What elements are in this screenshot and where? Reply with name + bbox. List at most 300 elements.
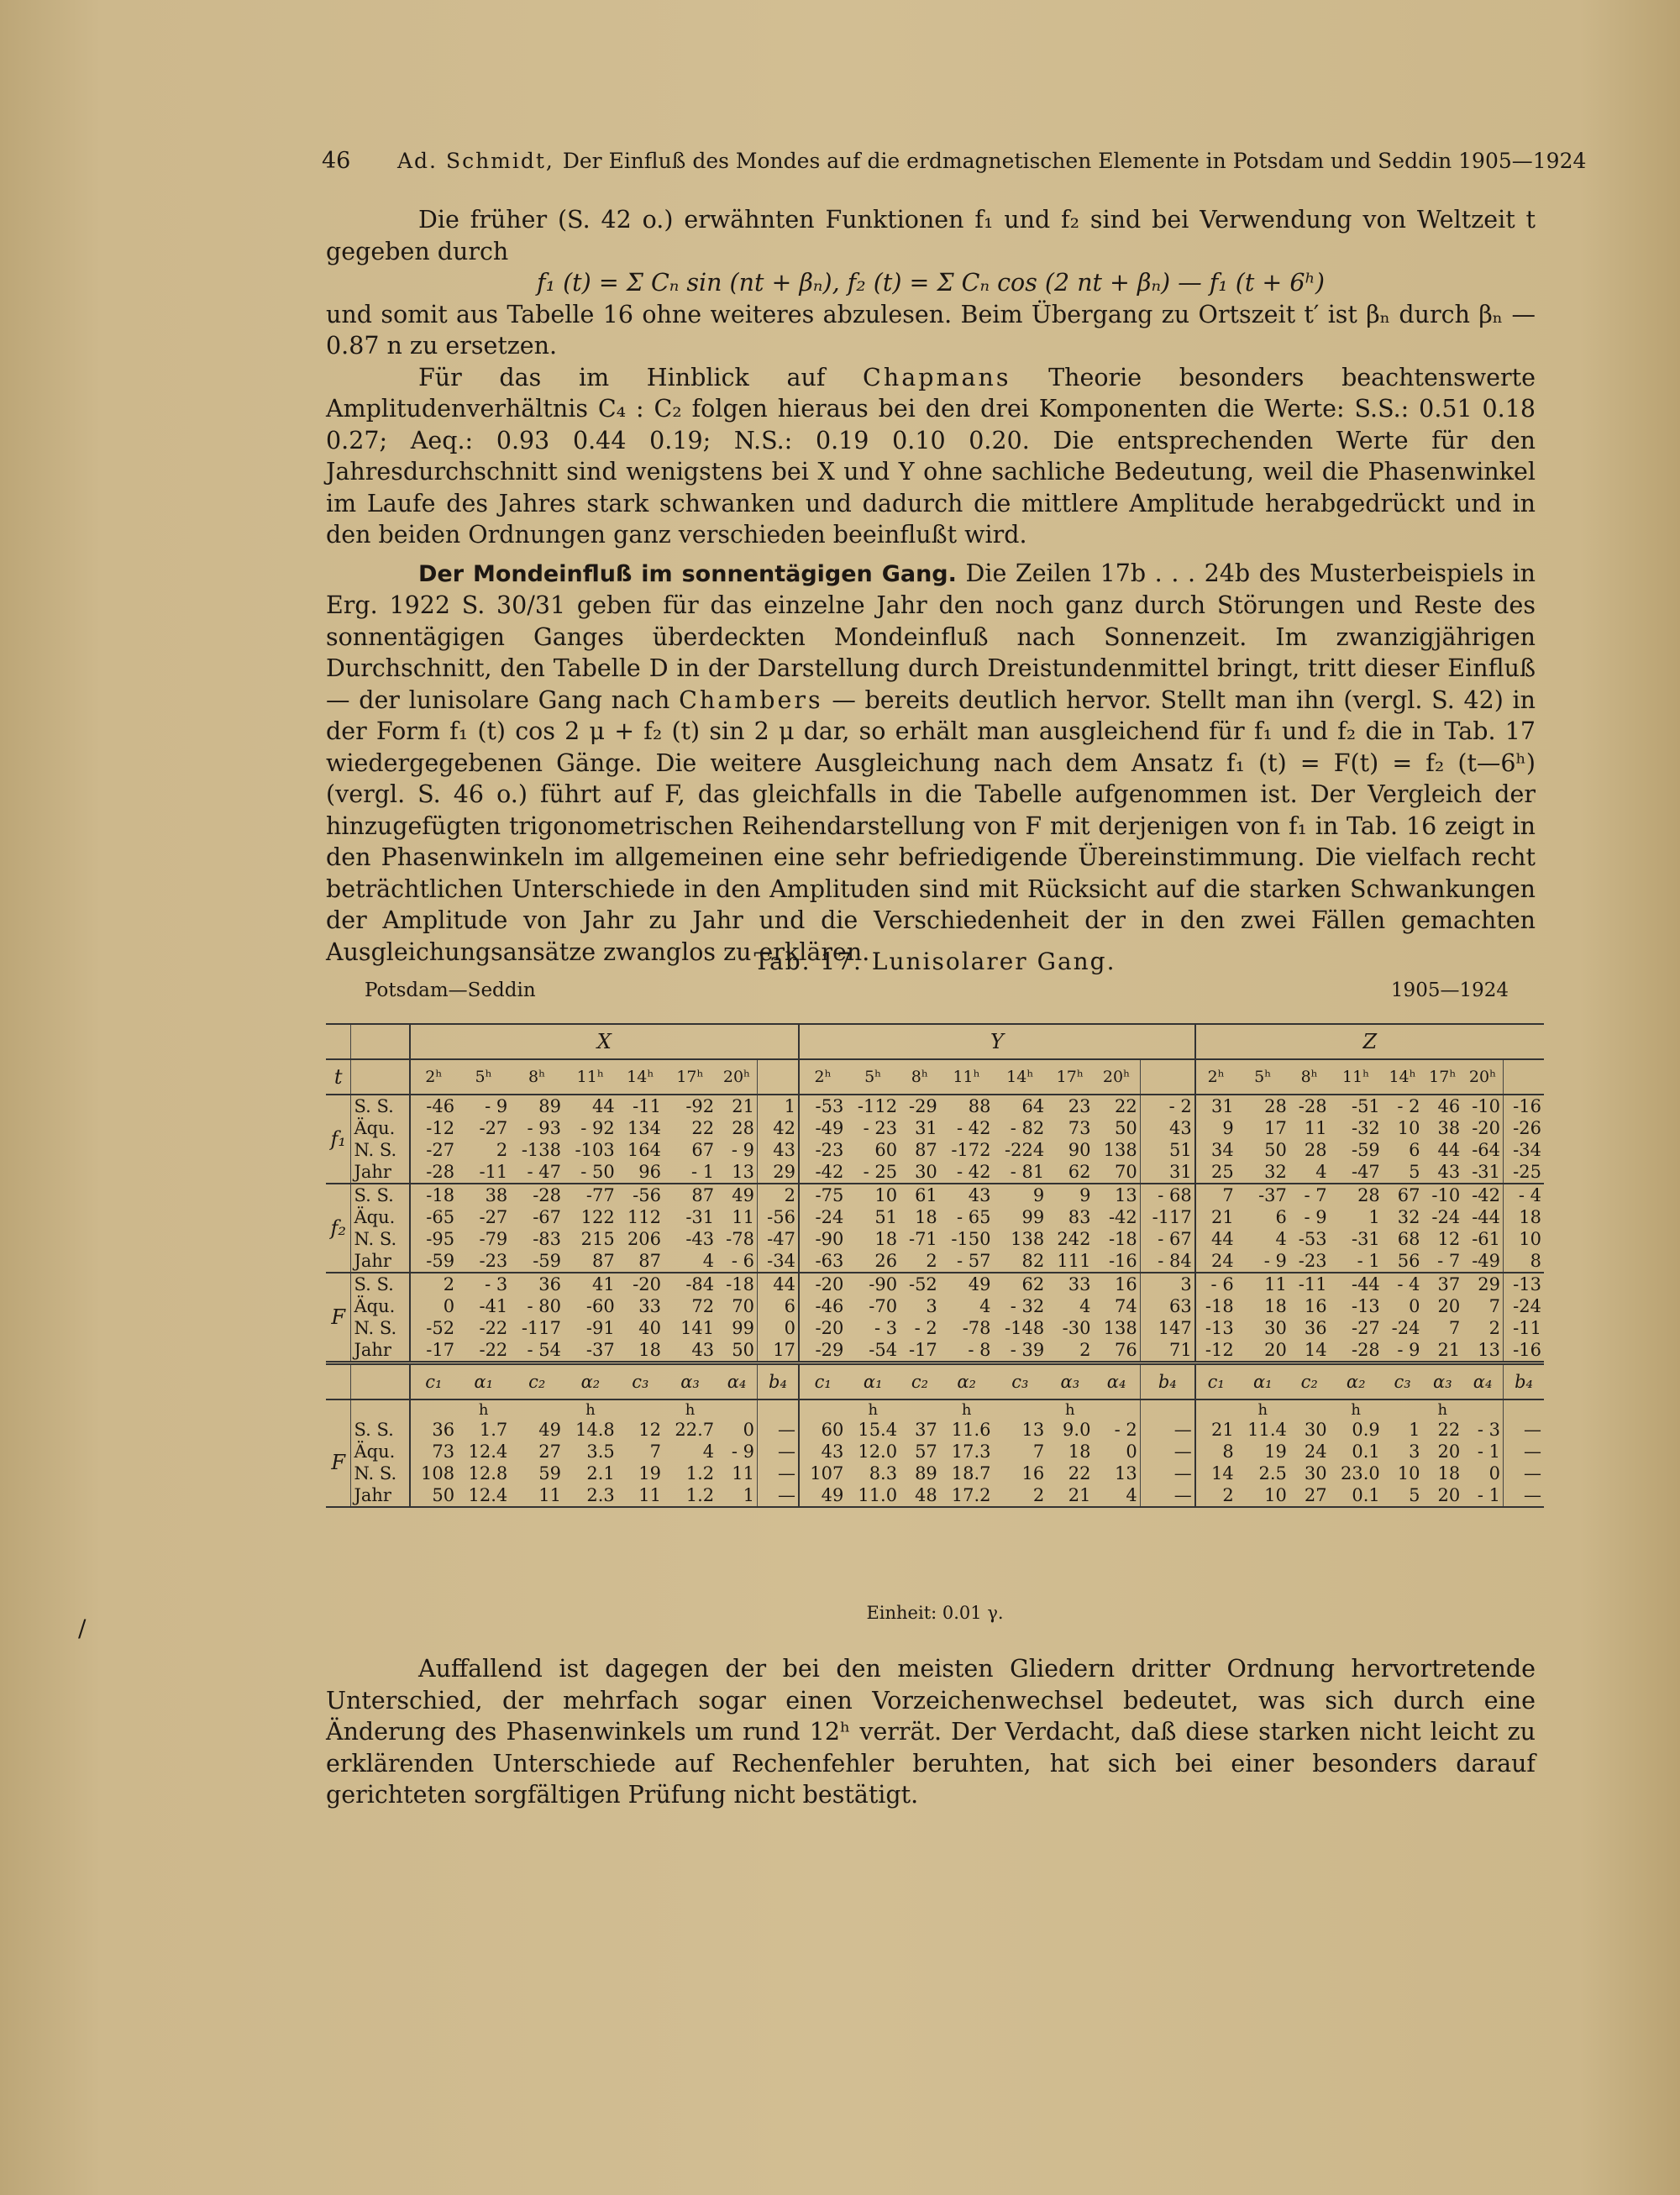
value-cell: - 32: [1010, 1296, 1045, 1316]
coef-cell: 15.4: [858, 1420, 898, 1440]
value-cell: - 9: [1304, 1207, 1327, 1227]
coef-cell: 21: [1195, 1419, 1236, 1441]
value-cell: -16: [1504, 1095, 1544, 1117]
unit-cell: h: [478, 1400, 489, 1419]
value-cell: -84: [685, 1274, 715, 1294]
table-row: [326, 1184, 1544, 1206]
value-cell: -18: [726, 1274, 754, 1294]
value-cell: -17: [900, 1339, 940, 1363]
coef-cell: 11.6: [951, 1420, 991, 1440]
value-cell: -26: [1504, 1117, 1544, 1139]
value-cell: -11: [1504, 1317, 1544, 1339]
value-cell: 30: [1264, 1318, 1287, 1338]
value-cell: 44: [757, 1273, 799, 1295]
coef-cell: 0.1: [1330, 1484, 1383, 1507]
coef-header: b₄: [1140, 1363, 1195, 1400]
row-label: S. S.: [351, 1273, 410, 1295]
coef-header: α₂: [1330, 1363, 1383, 1400]
value-cell: -30: [1062, 1318, 1091, 1338]
value-cell: 43: [968, 1185, 991, 1205]
value-cell: -41: [479, 1296, 508, 1316]
value-cell: 31: [915, 1118, 937, 1138]
row-label: S. S.: [351, 1419, 410, 1441]
value-cell: 51: [874, 1207, 898, 1227]
value-cell: 44: [592, 1096, 615, 1116]
value-cell: -29: [799, 1339, 846, 1363]
unit-cell: [1195, 1399, 1236, 1419]
coef-header: c₁: [410, 1363, 457, 1400]
unit-cell: h: [961, 1400, 972, 1419]
coef-cell: 3.5: [586, 1441, 615, 1462]
coef-header: α₁: [846, 1363, 900, 1400]
value-cell: -13: [1195, 1317, 1236, 1339]
value-cell: -25: [1504, 1161, 1544, 1184]
value-cell: 43: [664, 1339, 717, 1363]
formula-1: f₁ (t) = Σ Cₙ sin (nt + βₙ), f₂ (t) = Σ Cₙ cos (2 nt + βₙ) — f₁ (t + 6ʰ): [537, 269, 1325, 297]
value-cell: 56: [1383, 1250, 1423, 1273]
coef-header: c₃: [617, 1363, 664, 1400]
coef-cell: 7: [1032, 1441, 1045, 1462]
coef-header: α₁: [1236, 1363, 1289, 1400]
coef-header: α₄: [1462, 1363, 1503, 1400]
value-cell: -29: [908, 1096, 937, 1116]
hour-header: 17ʰ: [664, 1059, 717, 1095]
hour-header: 8ʰ: [1289, 1059, 1330, 1095]
value-cell: -31: [1462, 1161, 1503, 1184]
coef-cell: —: [1140, 1462, 1195, 1484]
value-cell: -95: [410, 1228, 457, 1250]
coef-cell: 11.0: [846, 1484, 900, 1507]
value-cell: 38: [485, 1185, 508, 1205]
value-cell: 7: [1448, 1318, 1461, 1338]
page-number: 46: [322, 148, 351, 174]
corner-cell: [326, 1363, 351, 1400]
value-cell: -71: [908, 1229, 937, 1249]
value-cell: -10: [1472, 1096, 1501, 1116]
value-cell: 29: [1478, 1274, 1501, 1294]
value-cell: -34: [1504, 1139, 1544, 1161]
value-cell: 242: [1057, 1229, 1091, 1249]
coef-cell: 107: [799, 1462, 846, 1484]
coef-cell: 18: [1437, 1463, 1461, 1483]
value-cell: -37: [564, 1339, 617, 1363]
coef-cell: 7: [649, 1441, 661, 1462]
value-cell: -53: [1298, 1229, 1327, 1249]
value-cell: - 81: [994, 1161, 1047, 1184]
paragraph-1b: und somit aus Tabelle 16 ohne weiteres abzulesen. Beim Übergang zu Ortszeit t′ ist βₙ durch βₙ — 0.87 n zu ersetzen.: [326, 300, 1536, 360]
value-cell: 73: [1068, 1118, 1091, 1138]
value-cell: 10: [1397, 1118, 1420, 1138]
value-cell: -11: [1298, 1274, 1327, 1294]
table-row: [326, 1139, 1544, 1161]
coef-row: [326, 1419, 1544, 1441]
row-label: N. S.: [351, 1228, 410, 1250]
value-cell: 17: [1264, 1118, 1287, 1138]
coef-cell: 9.0: [1063, 1420, 1091, 1440]
value-cell: -20: [633, 1274, 661, 1294]
value-cell: 50: [1264, 1140, 1287, 1160]
value-cell: 33: [638, 1296, 661, 1316]
value-cell: -27: [1351, 1318, 1380, 1338]
value-cell: 111: [1047, 1250, 1093, 1273]
value-cell: 23: [1068, 1096, 1091, 1116]
value-cell: 8: [1504, 1250, 1544, 1273]
value-cell: -27: [479, 1118, 508, 1138]
value-cell: -77: [585, 1185, 615, 1205]
hour-header: 17ʰ: [1047, 1059, 1093, 1095]
coef-cell: 13: [1021, 1420, 1045, 1440]
coef-header: b₄: [757, 1363, 799, 1400]
value-cell: 4: [664, 1250, 717, 1273]
value-cell: 74: [1115, 1296, 1137, 1316]
value-cell: - 9: [1383, 1339, 1423, 1363]
value-cell: - 42: [957, 1118, 991, 1138]
paragraph-4: Auffallend ist dagegen der bei den meisten Gliedern dritter Ordnung hervortretende Unterschied, der mehrfach sogar einen Vorzeichenwechsel bedeutet, was sich durch eine Änderung des Phasenwinkels um rund 12ʰ verrät. Der Verdacht, daß diese starken nicht leicht zu erklärenden Unterschiede auf Rechenfehler beruhten, hat sich bei einer besonders darauf gerichteten sorgfältigen Prüfung nicht bestätigt.: [326, 1655, 1536, 1809]
coef-cell: —: [1504, 1462, 1544, 1484]
coef-unit-row: [326, 1399, 1544, 1419]
value-cell: 24: [1195, 1250, 1236, 1273]
group-label: f₁: [326, 1095, 351, 1184]
value-cell: 90: [1068, 1140, 1091, 1160]
group-label: F: [326, 1273, 351, 1363]
hour-header: 8ʰ: [510, 1059, 564, 1095]
value-cell: 11: [1304, 1118, 1327, 1138]
value-cell: -42: [799, 1161, 846, 1184]
value-cell: -78: [726, 1229, 754, 1249]
value-cell: 138: [1011, 1229, 1045, 1249]
component-header-row: [326, 1024, 1544, 1059]
value-cell: 33: [1068, 1274, 1091, 1294]
value-cell: 25: [1195, 1161, 1236, 1184]
value-cell: - 23: [863, 1118, 898, 1138]
coef-cell: 12.8: [468, 1463, 508, 1483]
value-cell: 68: [1397, 1229, 1420, 1249]
value-cell: 215: [580, 1229, 615, 1249]
unit-cell: [1462, 1399, 1503, 1419]
coef-cell: 2: [1195, 1484, 1236, 1507]
coef-cell: 8: [1195, 1441, 1236, 1462]
row-label: S. S.: [351, 1184, 410, 1206]
t-label: t: [326, 1059, 351, 1095]
row-label: Jahr: [351, 1484, 410, 1507]
coef-cell: 10: [1236, 1484, 1289, 1507]
value-cell: 13: [717, 1161, 757, 1184]
value-cell: - 42: [940, 1161, 994, 1184]
value-cell: 206: [627, 1229, 661, 1249]
value-cell: -16: [1093, 1250, 1140, 1273]
value-cell: 2: [757, 1184, 799, 1206]
coef-header: c₂: [510, 1363, 564, 1400]
hour-header: 17ʰ: [1423, 1059, 1463, 1095]
coef-cell: —: [757, 1462, 799, 1484]
value-cell: -47: [757, 1228, 799, 1250]
value-cell: 44: [1437, 1140, 1461, 1160]
table-17: [326, 1023, 1544, 1508]
value-cell: 67: [1397, 1185, 1420, 1205]
unit-cell: h: [585, 1400, 596, 1419]
value-cell: 7: [1488, 1296, 1501, 1316]
hour-header: 11ʰ: [1330, 1059, 1383, 1095]
table-unit: Einheit: 0.01 γ.: [866, 1603, 1004, 1623]
value-cell: - 2: [914, 1318, 937, 1338]
value-cell: -59: [1351, 1140, 1380, 1160]
value-cell: 17: [757, 1339, 799, 1363]
hour-header: 14ʰ: [617, 1059, 664, 1095]
value-cell: 122: [580, 1207, 615, 1227]
value-cell: 21: [1195, 1206, 1236, 1228]
coef-cell: - 1: [1477, 1441, 1501, 1462]
value-cell: - 8: [940, 1339, 994, 1363]
value-cell: 62: [1021, 1274, 1045, 1294]
value-cell: 138: [1103, 1318, 1137, 1338]
coef-row: [326, 1441, 1544, 1462]
coef-cell: —: [1504, 1484, 1544, 1507]
value-cell: 99: [1021, 1207, 1045, 1227]
table-row: [326, 1161, 1544, 1184]
value-cell: -20: [799, 1317, 846, 1339]
value-cell: -91: [585, 1318, 615, 1338]
coef-cell: 22: [1068, 1463, 1091, 1483]
value-cell: -56: [757, 1206, 799, 1228]
value-cell: -117: [521, 1318, 562, 1338]
group-label: f₂: [326, 1184, 351, 1273]
value-cell: 13: [1462, 1339, 1503, 1363]
value-cell: -28: [1298, 1096, 1327, 1116]
corner-cell: [326, 1024, 351, 1059]
value-cell: -52: [410, 1317, 457, 1339]
value-cell: 62: [1047, 1161, 1093, 1184]
margin-mark: /: [78, 1615, 87, 1642]
row-label: Jahr: [351, 1161, 410, 1184]
value-cell: -64: [1472, 1140, 1501, 1160]
value-cell: 87: [564, 1250, 617, 1273]
value-cell: 72: [691, 1296, 715, 1316]
value-cell: 5: [1383, 1161, 1423, 1184]
value-cell: - 9: [731, 1140, 754, 1160]
coef-cell: 11.4: [1247, 1420, 1287, 1440]
corner-cell: [351, 1024, 410, 1059]
coef-cell: 0: [1488, 1463, 1501, 1483]
hour-header: 11ʰ: [940, 1059, 994, 1095]
value-cell: - 7: [1423, 1250, 1463, 1273]
hour-header: 8ʰ: [900, 1059, 940, 1095]
row-label: Äqu.: [351, 1441, 410, 1462]
unit-cell: [900, 1399, 940, 1419]
coef-cell: 12.4: [468, 1441, 508, 1462]
value-cell: -46: [410, 1095, 457, 1117]
value-cell: 70: [1093, 1161, 1140, 1184]
table-row: [326, 1095, 1544, 1117]
coef-cell: - 2: [1114, 1420, 1137, 1440]
row-label: Jahr: [351, 1339, 410, 1363]
table-location: Potsdam—Seddin: [365, 979, 536, 1001]
value-cell: -16: [1504, 1339, 1544, 1363]
value-cell: -59: [410, 1250, 457, 1273]
value-cell: -23: [1289, 1250, 1330, 1273]
coef-cell: 13: [1115, 1463, 1137, 1483]
value-cell: 42: [757, 1117, 799, 1139]
coef-cell: 1.2: [685, 1463, 715, 1483]
value-cell: 87: [915, 1140, 937, 1160]
value-cell: 20: [1437, 1296, 1461, 1316]
value-cell: - 80: [527, 1296, 562, 1316]
value-cell: -22: [479, 1318, 508, 1338]
coef-cell: - 9: [731, 1441, 754, 1462]
coef-header: c₁: [799, 1363, 846, 1400]
value-cell: -17: [410, 1339, 457, 1363]
coef-cell: 30: [1304, 1420, 1327, 1440]
coef-cell: 1.2: [664, 1484, 717, 1507]
value-cell: 4: [1275, 1229, 1287, 1249]
value-cell: -61: [1472, 1229, 1501, 1249]
value-cell: -18: [410, 1184, 457, 1206]
coef-header-row: [326, 1363, 1544, 1400]
value-cell: -11: [633, 1096, 661, 1116]
value-cell: 46: [1437, 1096, 1461, 1116]
row-label: S. S.: [351, 1095, 410, 1117]
coef-header: α₂: [940, 1363, 994, 1400]
value-cell: -56: [633, 1185, 661, 1205]
value-cell: -65: [410, 1206, 457, 1228]
value-cell: -92: [685, 1096, 715, 1116]
coef-header: α₄: [717, 1363, 757, 1400]
value-cell: -103: [575, 1140, 615, 1160]
value-cell: -24: [1391, 1318, 1420, 1338]
value-cell: -12: [1195, 1339, 1236, 1363]
value-cell: 6: [1275, 1207, 1287, 1227]
value-cell: -13: [1351, 1296, 1380, 1316]
coef-cell: 2.5: [1258, 1463, 1287, 1483]
value-cell: 32: [1397, 1207, 1420, 1227]
coef-cell: 27: [1289, 1484, 1330, 1507]
value-cell: -18: [1195, 1295, 1236, 1317]
coef-cell: 18: [1068, 1441, 1091, 1462]
coef-cell: - 3: [1477, 1420, 1501, 1440]
value-cell: -224: [1005, 1140, 1045, 1160]
spaced-name-chapman: Chapmans: [863, 363, 1011, 391]
value-cell: 18: [1264, 1296, 1287, 1316]
value-cell: - 1: [664, 1161, 717, 1184]
unit-cell: [1289, 1399, 1330, 1419]
author: Ad. Schmidt,: [397, 149, 563, 173]
value-cell: 50: [717, 1339, 757, 1363]
coef-header: α₁: [457, 1363, 510, 1400]
coef-cell: 43: [799, 1441, 846, 1462]
coef-header: c₂: [900, 1363, 940, 1400]
hours-header-row: [326, 1059, 1544, 1095]
unit-cell: [717, 1399, 757, 1419]
coef-cell: 59: [538, 1463, 562, 1483]
coef-cell: 24: [1304, 1441, 1327, 1462]
unit-cell: [510, 1399, 564, 1419]
unit-cell: [799, 1399, 846, 1419]
unit-cell: h: [868, 1400, 879, 1419]
component-header: X: [410, 1024, 799, 1059]
value-cell: 112: [627, 1207, 661, 1227]
coef-cell: —: [757, 1484, 799, 1507]
value-cell: 4: [979, 1296, 991, 1316]
value-cell: -49: [1462, 1250, 1503, 1273]
coef-cell: 11: [617, 1484, 664, 1507]
coef-cell: 11: [732, 1463, 754, 1483]
corner-cell: [326, 1399, 351, 1419]
value-cell: - 7: [1304, 1185, 1327, 1205]
paragraph-2: Für das im Hinblick auf Chapmans Theorie besonders beachtenswerte Amplitudenverhältnis C₄ : C₂ folgen hieraus bei den drei Komponenten die Werte: S.S.: 0.51 0.18 0.27; Aeq.: 0.93 0.44 0.19; N.S.: 0.19 0.10 0.20. Die entsprechenden Werte für den Jahresdurchschnitt sind wenigstens bei X und Y ohne sachliche Bedeutung, weil die Phasenwinkel im Laufe des Jahres stark schwanken und dadurch die mittlere Amplitude herabgedrückt und in den beiden Ordnungen ganz verschieden beeinflußt wird.: [326, 363, 1536, 549]
value-cell: 0: [410, 1295, 457, 1317]
value-cell: -150: [951, 1229, 991, 1249]
coef-header: c₂: [1289, 1363, 1330, 1400]
coef-cell: 3: [1409, 1441, 1420, 1462]
coef-row: [326, 1462, 1544, 1484]
unit-cell: [757, 1399, 799, 1419]
group-label: F: [326, 1419, 351, 1507]
value-cell: 71: [1140, 1339, 1195, 1363]
value-cell: 21: [732, 1096, 754, 1116]
coef-cell: 49: [799, 1484, 846, 1507]
value-cell: -23: [457, 1250, 510, 1273]
row-label: N. S.: [351, 1462, 410, 1484]
value-cell: 9: [1195, 1117, 1236, 1139]
value-cell: 83: [1068, 1207, 1091, 1227]
hour-header: [1504, 1059, 1544, 1095]
unit-cell: h: [1351, 1400, 1361, 1419]
corner-cell: [351, 1059, 410, 1095]
coef-cell: 57: [915, 1441, 937, 1462]
value-cell: 44: [1195, 1228, 1236, 1250]
coef-cell: 16: [1021, 1463, 1045, 1483]
value-cell: -138: [521, 1140, 562, 1160]
coef-cell: 1.7: [479, 1420, 508, 1440]
value-cell: -24: [1504, 1295, 1544, 1317]
value-cell: -42: [1108, 1207, 1137, 1227]
value-cell: 10: [874, 1185, 898, 1205]
table-title: Tab. 17. Lunisolarer Gang.: [753, 948, 1116, 975]
coef-cell: 22: [1437, 1420, 1461, 1440]
hour-header: 2ʰ: [799, 1059, 846, 1095]
value-cell: 64: [1021, 1096, 1045, 1116]
coef-cell: 0.1: [1352, 1441, 1380, 1462]
value-cell: 67: [691, 1140, 715, 1160]
value-cell: -52: [908, 1274, 937, 1294]
value-cell: 22: [1115, 1096, 1137, 1116]
value-cell: - 84: [1140, 1250, 1195, 1273]
value-cell: -27: [479, 1207, 508, 1227]
corner-cell: [351, 1399, 410, 1419]
row-label: Äqu.: [351, 1117, 410, 1139]
coef-cell: 14: [1195, 1462, 1236, 1484]
coef-cell: 2.1: [586, 1463, 615, 1483]
value-cell: - 25: [846, 1161, 900, 1184]
text-block-bottom: [326, 1653, 1536, 1811]
value-cell: 2: [1488, 1318, 1501, 1338]
coef-cell: 12: [638, 1420, 661, 1440]
coef-row: [326, 1484, 1544, 1507]
value-cell: 141: [680, 1318, 715, 1338]
hour-header: 11ʰ: [564, 1059, 617, 1095]
hour-header: 5ʰ: [1236, 1059, 1289, 1095]
value-cell: -46: [799, 1295, 846, 1317]
value-cell: 43: [1423, 1161, 1463, 1184]
value-cell: 14: [1289, 1339, 1330, 1363]
value-cell: -90: [799, 1228, 846, 1250]
value-cell: 2: [900, 1250, 940, 1273]
unit-cell: [1504, 1399, 1544, 1419]
value-cell: 0: [757, 1317, 799, 1339]
table-row: [326, 1250, 1544, 1273]
value-cell: - 2: [1140, 1095, 1195, 1117]
value-cell: -11: [457, 1161, 510, 1184]
coef-cell: 50: [410, 1484, 457, 1507]
